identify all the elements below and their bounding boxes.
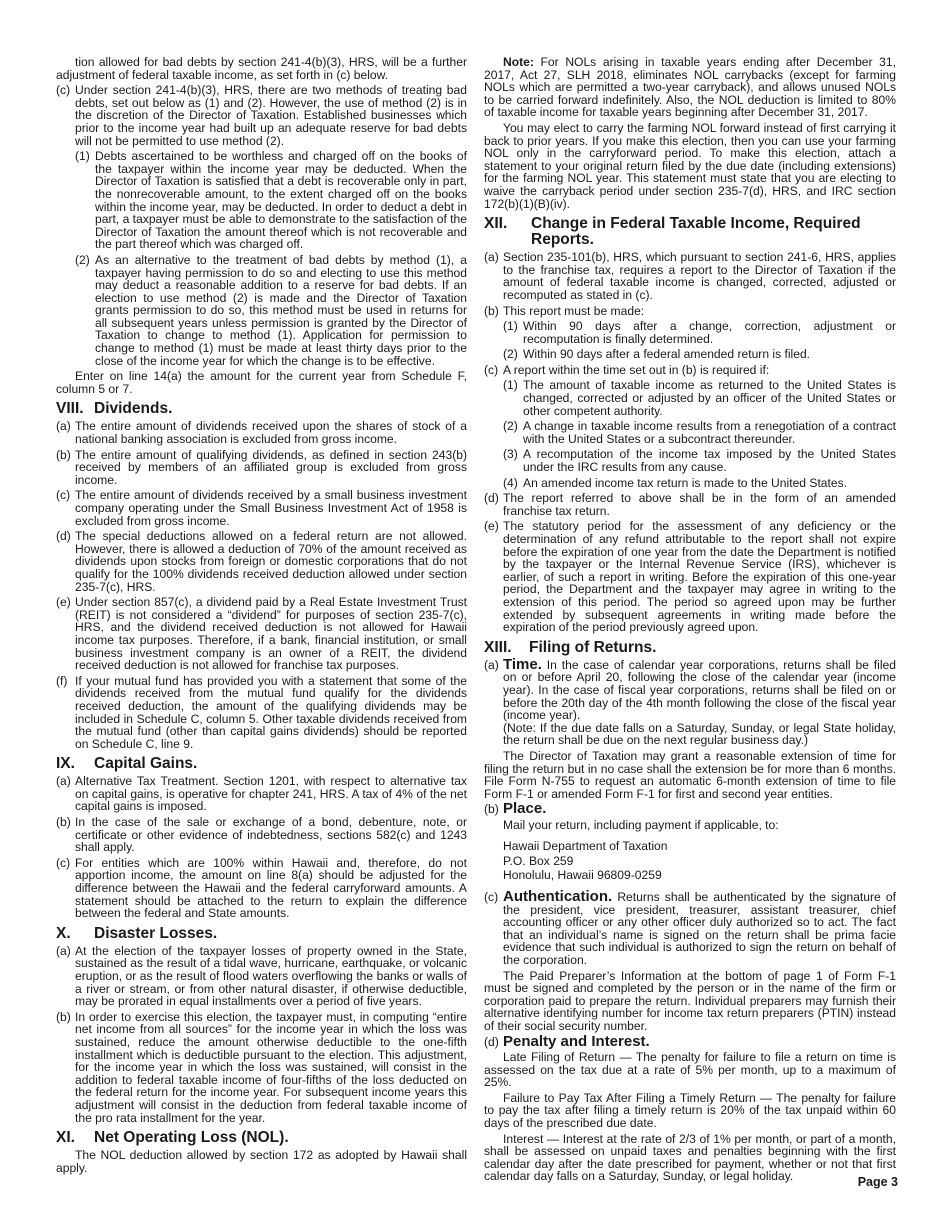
item-label: (4): [503, 475, 518, 490]
list-item: [56, 489, 467, 527]
page-number: Page 3: [857, 1175, 898, 1189]
mailing-address: [503, 839, 896, 883]
list-item: [503, 348, 896, 361]
nol-paragraph: The NOL deduction allowed by section 172 as adopted by Hawaii shall apply.: [56, 1148, 467, 1175]
list-item: [56, 945, 467, 1008]
nol-note: Note: For NOLs arising in taxable years ending after December 31, 2017, Act 27, SLH 2018, eliminates NOL carrybacks (except for farming NOLs which are permitted a two-year carryback), and allows unused NOLs to be carried forward indefinitely. Also, the NOL deduction is limited to 80% of taxable income for taxable years beginning after December 31, 2017.: [484, 55, 896, 120]
list-item: [503, 320, 896, 345]
extension-paragraph: The Director of Taxation may grant a reasonable extension of time for filing the return but in no case shall the extension be for more than 6 months. File Form N-755 to request an automatic 6-month extension of time to file Form F-1 or amended Form F-1 for first and second year entities.: [484, 748, 896, 801]
address-line: Hawaii Department of Taxation: [503, 839, 668, 854]
intro-continuation: tion allowed for bad debts by section 241-4(b)(3), HRS, will be a further adjustment of federal taxable income, as set forth in (c) below.: [56, 55, 467, 82]
item-text: The entire amount of qualifying dividends, as defined in section 243(b) received by members of an affiliated group is excluded from gross income.: [75, 447, 467, 487]
list-item: [56, 675, 467, 751]
right-column: [484, 56, 896, 1186]
dividends-list: [56, 420, 467, 750]
change-item-c: (c) A report within the time set out in (b) is required if:: [484, 362, 770, 377]
penalty-heading: (d) Penalty and Interest.: [484, 1032, 650, 1050]
section-heading-capital-gains: IX. Capital Gains.: [56, 755, 198, 773]
change-item-d: (d) The report referred to above shall be in the form of an amended franchise tax return.: [484, 491, 896, 518]
address-line: Honolulu, Hawaii 96809-0259: [503, 868, 662, 883]
bad-debts-method-1: (1) Debts ascertained to be worthless and charged off on the books of the taxpayer within the income year may be deducted. When the Director of Taxation is satisfied that a debt is recoverable only in part, the nonrecoverable amount, to the extent charged off on the books within the income year, may be deducted. In order to deduct a debt in part, a taxpayer must be able to demonstrate to the satisfaction of the Director of Taxation the amount thereof which is not recoverable and the part thereof which was charged off.: [75, 149, 467, 252]
time-heading: Time.: [503, 655, 542, 673]
place-instruction: Mail your return, including payment if applicable, to:: [503, 817, 779, 832]
list-item: [503, 477, 896, 490]
item-label: (3): [503, 447, 518, 462]
place-heading: (b) Place.: [484, 800, 547, 818]
item-text: Under section 857(c), a dividend paid by a Real Estate Investment Trust (REIT) is not considered a “dividend” for purposes of section 235-7(c), HRS, and the dividend received deduction is not allowed for Hawaii income tax purposes. Therefore, if a bank, financial institution, or small business investment company is an owner of a REIT, the dividend received deduction is not allowed for franchise tax purposes.: [75, 595, 467, 673]
failure-to-pay-paragraph: Failure to Pay Tax After Filing a Timely Return — The penalty for failure to pay the tax after filing a timely return is 20% of the tax unpaid within 60 days of the prescribed due date.: [484, 1090, 896, 1131]
list-item: [503, 379, 896, 417]
item-label: (1): [503, 319, 518, 334]
item-label: (2): [503, 347, 518, 362]
left-column: [56, 56, 467, 1177]
item-text: A recomputation of the income tax imposed by the United States under the IRC results from any cause.: [523, 447, 896, 475]
item-text: Alternative Tax Treatment. Section 1201, with respect to alternative tax on capital gains, is operative for chapter 241, HRS. A tax of 4% of the net capital gains is imposed.: [75, 774, 467, 814]
item-text: The special deductions allowed on a federal return are not allowed. However, there is allowed a deduction of 70% of the amount received as dividends upon stocks from foreign or domestic corporations that do not qualify for the 100% dividends received deduction allowed under section 235-7(c), HRS.: [75, 529, 467, 594]
disaster-losses-list: [56, 945, 467, 1124]
section-heading-filing-returns: XIII. Filing of Returns.: [484, 638, 657, 656]
list-item: [56, 449, 467, 487]
item-label: (a): [56, 943, 71, 958]
change-item-a: (a) Section 235-101(b), HRS, which pursuant to section 241-6, HRS, applies to the franchise tax, requires a report to the Director of Taxation if the amount of federal taxable income is changed, corrected, adjusted or recomputed as stated in (c).: [484, 250, 896, 302]
filing-time-item: (a) Time. In the case of calendar year corporations, returns shall be filed on or before April 20, following the close of the calendar year (income year). In the case of fiscal year corporations, returns shall be filed on or before the 20th day of the 4th month following the close of the fiscal year (income year). (Note: If the due date falls on a Saturday, Sunday, or legal State holiday, the return shall be due on the next regular business day.): [484, 655, 896, 748]
list-item: [56, 530, 467, 593]
change-item-c-subs: [484, 379, 896, 489]
item-label: (a): [56, 774, 71, 789]
item-text: The entire amount of dividends received upon the shares of stock of a national banking association is excluded from gross income.: [75, 419, 467, 447]
item-text: For entities which are 100% within Hawaii and, therefore, do not apportion income, the amount on line 8(a) should be adjusted for the difference between the Hawaii and the federal carryforward amounts. A statement should be attached to the return to explain the difference between the federal and State amounts.: [75, 855, 467, 921]
item-text: If your mutual fund has provided you with a statement that some of the dividends received from the mutual fund qualify for the dividends received deduction, the amount of the qualifying dividends may be included in Schedule C, column 5. Other taxable dividends received from the mutual fund (other than capital gains dividends) should be reported on Schedule C, line 9.: [75, 673, 467, 751]
section-heading-nol: XI. Net Operating Loss (NOL).: [56, 1129, 289, 1147]
item-text: A change in taxable income results from a renegotiation of a contract with the United States or a subcontract thereunder.: [523, 419, 896, 446]
item-label: (d): [56, 529, 71, 544]
authentication-item: (c) Authentication. Returns shall be authenticated by the signature of the president, vice president, treasurer, assistant treasurer, chief accounting officer or any other officer duly authorized so to act. The fact that an individual’s name is signed on the return shall be prima facie evidence that such individual is authorized to sign the return on behalf of the corporation.: [484, 887, 896, 967]
item-label: (b): [56, 815, 71, 830]
time-note: (Note: If the due date falls on a Saturday, Sunday, or legal State holiday, the return shall be due on the next regular business day.): [503, 720, 896, 748]
item-label: (2): [503, 419, 518, 434]
list-item: [56, 816, 467, 854]
enter-line-instruction: Enter on line 14(a) the amount for the current year from Schedule F, column 5 or 7.: [56, 369, 467, 396]
list-item: [56, 1011, 467, 1124]
item-text: The amount of taxable income as returned to the United States is changed, corrected or adjusted by an officer of the United States or other competent authority.: [523, 378, 896, 418]
item-label: (c): [56, 488, 71, 503]
item-text: In order to exercise this election, the taxpayer must, in computing “entire net income from all sources” for the income year in which the loss was sustained, reduce the amount otherwise deductible to the one-fifth installment which is deductible pursuant to the election. This adjustment, for the income year in which the loss was sustained, will consist in the addition to federal taxable income of four-fifths of the loss deducted on the federal return for the income year. For subsequent income years this adjustment will consist in the deduction from federal taxable income of the pro rata installment for the year.: [75, 1009, 467, 1125]
bad-debts-item-c: (c) Under section 241-4(b)(3), HRS, there are two methods of treating bad debts, set out below as (1) and (2). However, the use of method (2) is in the discretion of the Director of Taxation. Established businesses which prior to the income year had built up an adequate reserve for bad debts will not be permitted to use method (2).: [56, 83, 467, 148]
list-item: [56, 857, 467, 920]
late-filing-paragraph: Late Filing of Return — The penalty for failure to file a return on time is assessed on the tax due at a rate of 5% per month, up to a maximum of 25%.: [484, 1050, 896, 1090]
item-text: The entire amount of dividends received by a small business investment company operating under the Small Business Investment Act of 1958 is excluded from gross income.: [75, 488, 467, 528]
farming-nol-paragraph: You may elect to carry the farming NOL forward instead of first carrying it back to prior years. If you make this election, then you can use your farming NOL only in the carryforward period. To make this election, attach a statement to your original return filed by the due date (including extensions) for the farming NOL year. This statement must state that you are electing to waive the carryback period under section 235-7(d), HRS, and IRC section 172(b)(1)(B)(iv).: [484, 120, 896, 211]
section-heading-dividends: VIII. Dividends.: [56, 400, 173, 418]
item-label: (e): [56, 595, 71, 610]
item-label: (f): [56, 673, 68, 688]
item-label: (a): [56, 419, 71, 434]
item-text: Within 90 days after a federal amended return is filed.: [523, 347, 811, 362]
list-item: [503, 420, 896, 445]
paid-preparer-paragraph: The Paid Preparer’s Information at the bottom of page 1 of Form F-1 must be signed and completed by the person or in the name of the firm or corporation paid to prepare the return. Individual preparers may furnish their alternative identifying number for income tax return preparers (PTIN) instead of their social security number.: [484, 968, 896, 1033]
item-label: (b): [56, 447, 71, 462]
item-text: An amended income tax return is made to the United States.: [523, 475, 848, 490]
list-item: [56, 775, 467, 813]
capital-gains-list: [56, 775, 467, 920]
address-line: P.O. Box 259: [503, 853, 574, 868]
change-item-b: (b) This report must be made:: [484, 303, 645, 318]
bad-debts-method-2: (2) As an alternative to the treatment of bad debts by method (1), a taxpayer having permission to do so and electing to use this method may deduct a reasonable addition to a reserve for bad debts. If an election to use method (2) is made and the Director of Taxation grants permission to do so, this method must be used in returns for all subsequent years unless permission is granted by the Director of Taxation to change to method (1). Application for permission to change to method (1) must be made at least thirty days prior to the close of the income year for which the change is to be effective.: [75, 252, 467, 368]
authentication-heading: Authentication.: [503, 887, 613, 905]
change-item-b-subs: [484, 320, 896, 361]
list-item: [56, 420, 467, 445]
item-label: (1): [503, 378, 518, 393]
item-label: (c): [56, 855, 71, 870]
section-heading-change-federal: XII. Change in Federal Taxable Income, Required Reports.: [484, 215, 861, 249]
list-item: [56, 596, 467, 672]
list-item: [503, 448, 896, 473]
interest-paragraph: Interest — Interest at the rate of 2/3 of 1% per month, or part of a month, shall be assessed on unpaid taxes and penalties beginning with the first calendar day after the date prescribed for payment, whether or not that first calendar day falls on a Saturday, Sunday, or legal holiday.: [484, 1131, 896, 1184]
item-text: Within 90 days after a change, correction, adjustment or recomputation is finally determined.: [523, 319, 896, 346]
item-text: In the case of the sale or exchange of a bond, debenture, note, or certificate or other evidence of indebtedness, sections 582(c) and 1243 shall apply.: [75, 815, 467, 855]
section-heading-disaster-losses: X. Disaster Losses.: [56, 924, 218, 942]
item-label: (b): [56, 1009, 71, 1024]
item-text: At the election of the taxpayer losses of property owned in the State, sustained as the result of a tidal wave, hurricane, earthquake, or volcanic eruption, or as the result of flood waters overflowing the banks or walls of a river or stream, or from other natural disaster, if otherwise deductible, may be prorated in equal installments over a period of five years.: [75, 943, 467, 1009]
change-item-e: (e) The statutory period for the assessment of any deficiency or the determination of any refund attributable to the report shall not expire before the expiration of one year from the date the Department is notified by the taxpayer or the Internal Revenue Service (IRS), whichever is earlier, of such a report in writing. Before the expiration of this one-year period, the Department and the taxpayer may agree in writing to the extension of this period. The period so agreed upon may be further extended by subsequent agreements in writing made before the expiration of the period previously agreed upon.: [484, 519, 896, 635]
